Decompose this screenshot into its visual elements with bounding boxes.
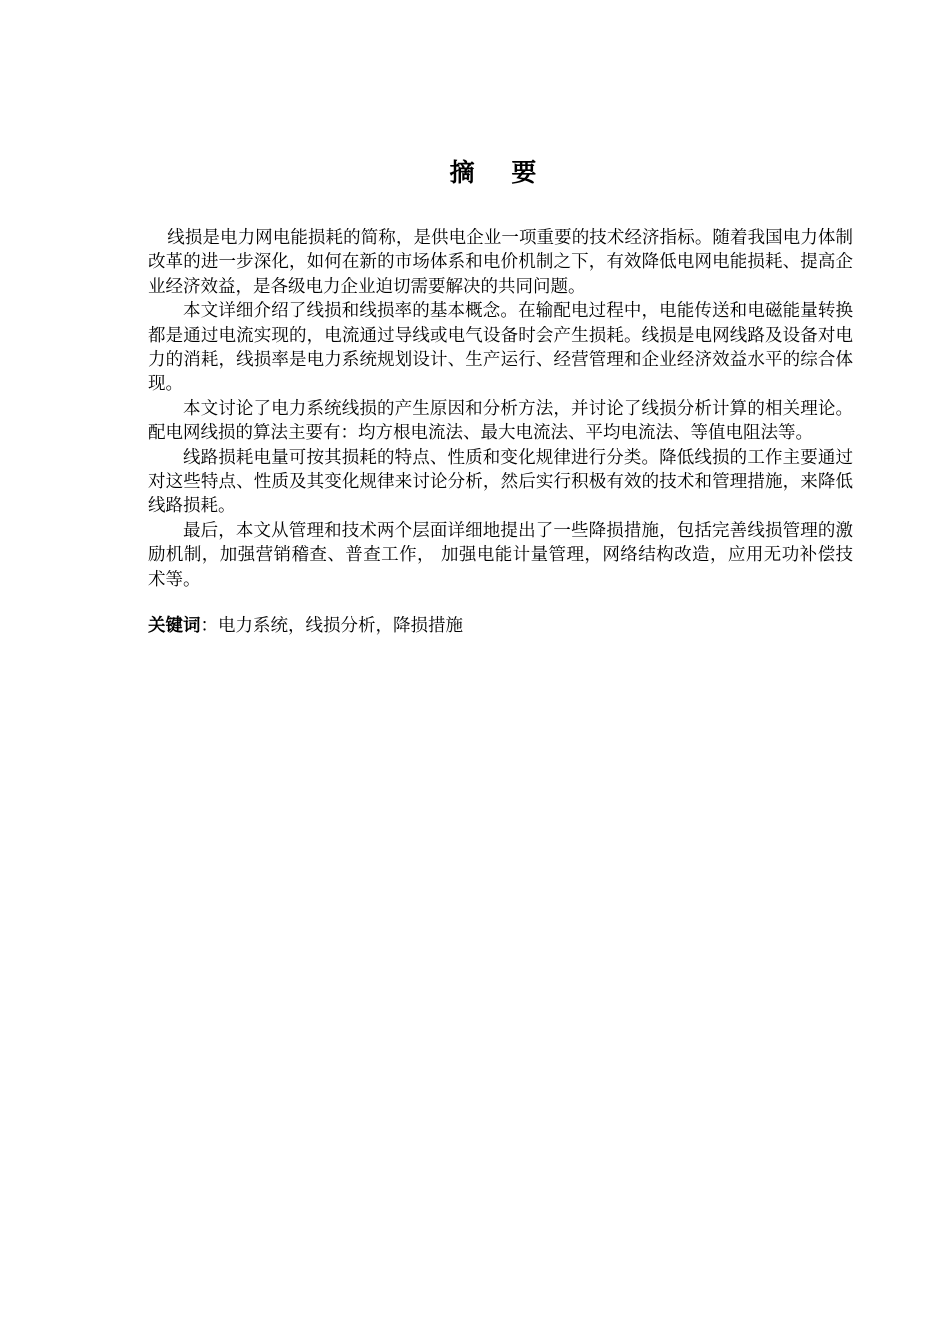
keywords-separator: ：	[200, 616, 218, 637]
abstract-paragraph-4: 线路损耗电量可按其损耗的特点、性质和变化规律进行分类。降低线损的工作主要通过对这些特点、性质及其变化规律来讨论分析，然后实行积极有效的技术和管理措施，来降低线路损耗。	[148, 447, 853, 517]
abstract-paragraph-5: 最后，本文从管理和技术两个层面详细地提出了一些降损措施，包括完善线损管理的激励机制，加强营销稽查、普查工作， 加强电能计量管理，网络结构改造，应用无功补偿技术等。	[148, 520, 853, 590]
abstract-body	[148, 226, 853, 638]
keywords-line	[148, 614, 853, 638]
keywords-value: 电力系统，线损分析，降损措施	[218, 616, 463, 637]
abstract-paragraph-3: 本文讨论了电力系统线损的产生原因和分析方法，并讨论了线损分析计算的相关理论。配电网线损的算法主要有：均方根电流法、最大电流法、平均电流法、等值电阻法等。	[148, 398, 853, 444]
keywords-label: 关键词	[148, 616, 201, 637]
abstract-paragraph-1: 线损是电力网电能损耗的简称，是供电企业一项重要的技术经济指标。随着我国电力体制改革的进一步深化，如何在新的市场体系和电价机制之下，有效降低电网电能损耗、提高企业经济效益，是各级电力企业迫切需要解决的共同问题。	[148, 228, 853, 297]
abstract-paragraph-2: 本文详细介绍了线损和线损率的基本概念。在输配电过程中，电能传送和电磁能量转换都是通过电流实现的，电流通过导线或电气设备时会产生损耗。线损是电网线路及设备对电力的消耗，线损率是电力系统规划设计、生产运行、经营管理和企业经济效益水平的综合体现。	[148, 301, 853, 395]
abstract-title: 摘 要	[449, 158, 551, 187]
